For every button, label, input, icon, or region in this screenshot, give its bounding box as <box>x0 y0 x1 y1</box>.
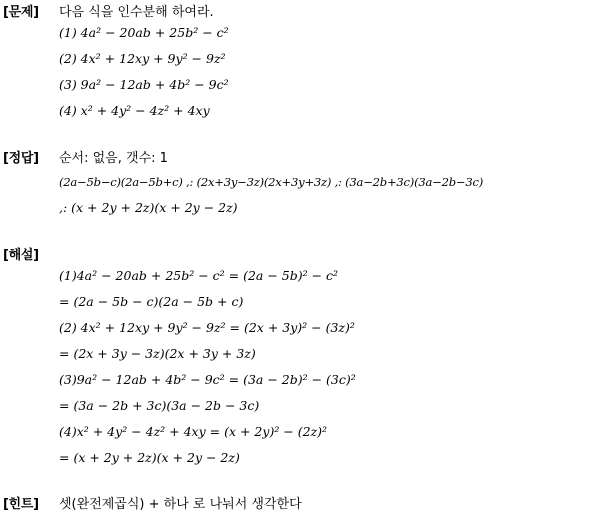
problem-item-1: (1) 4a² − 20ab + 25b² − c² <box>59 25 229 40</box>
problem-item-2: (2) 4x² + 12xy + 9y² − 9z² <box>59 51 226 66</box>
solution-line-4: = (2x + 3y − 3z)(2x + 3y + 3z) <box>59 346 256 361</box>
answer-line-1: (2a−5b−c)(2a−5b+c) ,: (2x+3y−3z)(2x+3y+3z) ,: (3a−2b+3c)(3a−2b−3c) <box>59 175 483 189</box>
problem-item-3: (3) 9a² − 12ab + 4b² − 9c² <box>59 77 229 92</box>
solution-line-3: (2) 4x² + 12xy + 9y² − 9z² = (2x + 3y)² − (3z)² <box>59 320 355 335</box>
answer-line-2: ,: (x + 2y + 2z)(x + 2y − 2z) <box>59 200 238 215</box>
hint-text: 셋(완전제곱식) + 하나 로 나눠서 생각한다 <box>59 497 302 512</box>
problem-instruction: 다음 식을 인수분해 하여라. <box>59 5 214 20</box>
solution-line-1: (1)4a² − 20ab + 25b² − c² = (2a − 5b)² − c² <box>59 268 339 283</box>
solution-line-5: (3)9a² − 12ab + 4b² − 9c² = (3a − 2b)² − (3c)² <box>59 372 356 387</box>
answer-label: [정답] <box>3 151 39 166</box>
solution-line-2: = (2a − 5b − c)(2a − 5b + c) <box>59 294 244 309</box>
solution-label: [해설] <box>3 248 39 263</box>
answer-meta: 순서: 없음, 갯수: 1 <box>59 151 168 166</box>
solution-line-6: = (3a − 2b + 3c)(3a − 2b − 3c) <box>59 398 260 413</box>
problem-item-4: (4) x² + 4y² − 4z² + 4xy <box>59 103 210 118</box>
hint-label: [힌트] <box>3 497 39 512</box>
problem-label: [문제] <box>3 5 39 20</box>
solution-line-8: = (x + 2y + 2z)(x + 2y − 2z) <box>59 450 240 465</box>
solution-line-7: (4)x² + 4y² − 4z² + 4xy = (x + 2y)² − (2z)² <box>59 424 328 439</box>
